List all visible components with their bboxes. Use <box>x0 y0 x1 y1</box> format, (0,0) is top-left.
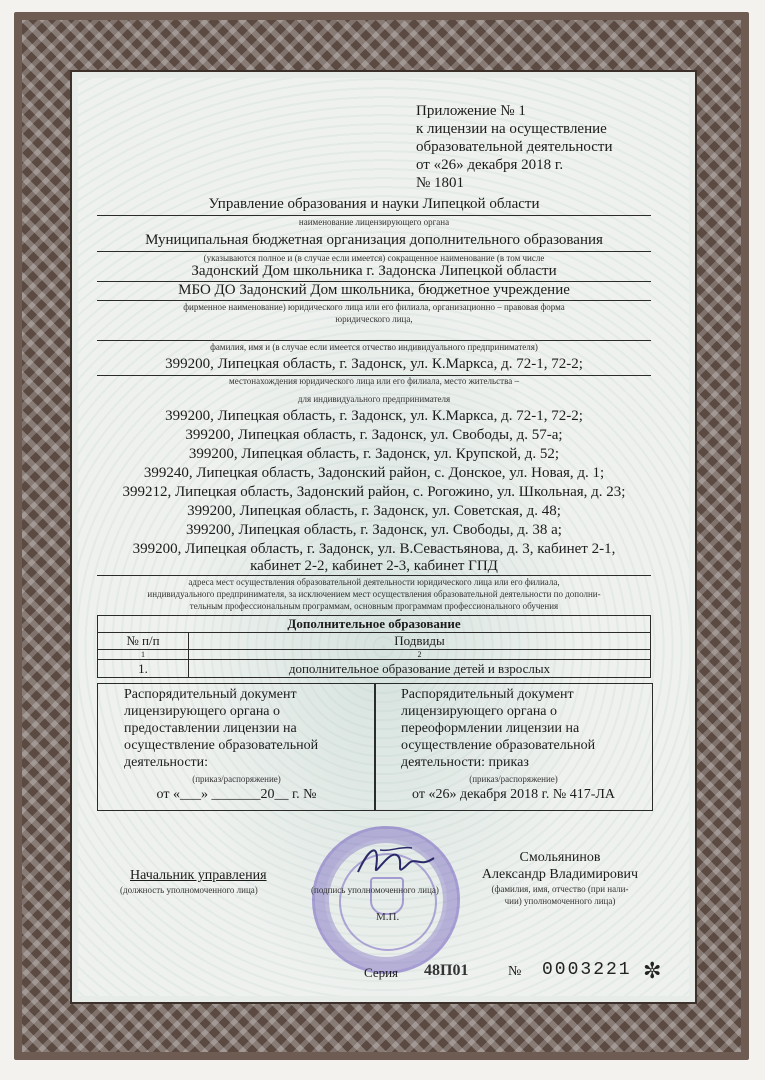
education-subtypes-table <box>97 615 651 678</box>
reissue-order-caption: (приказ/распоряжение) <box>469 774 558 784</box>
table-column-number: 2 <box>189 650 651 660</box>
signer-name-caption-2: чии) уполномоченного лица) <box>504 896 616 906</box>
series-value: 48П01 <box>424 962 469 979</box>
legal-address-caption-2: для индивидуального предпринимателя <box>297 394 451 404</box>
appendix-line-3: образовательной деятельности <box>416 139 613 155</box>
grant-order-line-1: Распорядительный документ <box>124 687 297 702</box>
activity-address: кабинет 2-2, кабинет 2-3, кабинет ГПД <box>250 558 498 574</box>
table-row <box>98 660 651 678</box>
activity-address: 399200, Липецкая область, г. Задонск, ул. Свободы, д. 57-а; <box>185 427 563 443</box>
signer-position-caption: (должность уполномоченного лица) <box>120 885 258 895</box>
asterisk-icon: ✼ <box>643 958 662 983</box>
reissue-order-line-2: лицензирующего органа о <box>401 704 558 719</box>
serial-number: 0003221 <box>542 960 632 980</box>
activity-caption-1: адреса мест осуществления образовательной деятельности юридического лица или его филиала, <box>188 577 560 587</box>
table-row <box>98 633 651 650</box>
table-header-number: № п/п <box>98 633 189 650</box>
authority-name: Управление образования и науки Липецкой области <box>208 196 540 212</box>
table-row <box>98 616 651 633</box>
appendix-line-2: к лицензии на осуществление <box>416 121 607 137</box>
reissue-order-box <box>374 683 653 811</box>
table-row <box>98 650 651 660</box>
authority-caption: наименование лицензирующего органа <box>298 217 450 227</box>
grant-order-box <box>97 683 376 811</box>
table-title: Дополнительное образование <box>98 616 651 633</box>
activity-address: 399200, Липецкая область, г. Задонск, ул. В.Севастьянова, д. 3, кабинет 2-1, <box>132 541 616 557</box>
grant-order-date: от «___» _______20__ г. № <box>156 787 317 802</box>
appendix-line-1: Приложение № 1 <box>416 103 526 119</box>
organization-caption-1: (указываются полное и (в случае если имеется) сокращенное наименование (в том числе <box>203 253 545 263</box>
grant-order-line-3: предоставлении лицензии на <box>124 721 297 736</box>
appendix-line-5: № 1801 <box>416 175 465 191</box>
activity-caption-3: тельным профессиональным программам, основным программам профессионального обучения <box>189 601 559 611</box>
stamp-place-label: М.П. <box>376 911 400 923</box>
divider <box>97 300 651 301</box>
signer-position: Начальник управления <box>130 868 267 883</box>
reissue-order-line-5: деятельности: приказ <box>401 755 529 770</box>
signer-surname: Смольянинов <box>519 850 601 865</box>
legal-address: 399200, Липецкая область, г. Задонск, ул. К.Маркса, д. 72-1, 72-2; <box>165 356 583 372</box>
reissue-order-line-1: Распорядительный документ <box>401 687 574 702</box>
organization-caption-2: фирменное наименование) юридического лица или его филиала, организационно – правовая форма <box>183 302 565 312</box>
table-header-subtypes: Подвиды <box>189 633 651 650</box>
divider <box>97 575 651 576</box>
signature-scribble <box>350 838 440 884</box>
legal-address-caption-1: местонахождения юридического лица или его филиала, место жительства – <box>229 376 519 386</box>
activity-caption-2: индивидуального предпринимателя, за исключением мест осуществления образовательной деятельности по дополни- <box>147 589 601 599</box>
reissue-order-date: от «26» декабря 2018 г. № 417-ЛА <box>412 787 615 802</box>
activity-address: 399200, Липецкая область, г. Задонск, ул. Советская, д. 48; <box>187 503 561 519</box>
organization-caption-4: фамилия, имя и (в случае если имеется отчество индивидуального предпринимателя) <box>210 342 538 352</box>
reissue-order-line-3: переоформлении лицензии на <box>401 721 580 736</box>
organization-full-name-2: Задонский Дом школьника г. Задонска Липецкой области <box>191 263 557 279</box>
table-cell-number: 1. <box>98 660 189 678</box>
grant-order-line-4: осуществление образовательной <box>124 738 319 753</box>
divider <box>97 215 651 216</box>
grant-order-line-2: лицензирующего органа о <box>124 704 281 719</box>
reissue-order-line-4: осуществление образовательной <box>401 738 596 753</box>
organization-full-name: Муниципальная бюджетная организация дополнительного образования <box>145 232 603 248</box>
organization-caption-3: юридического лица, <box>335 314 413 324</box>
grant-order-line-5: деятельности: <box>124 755 209 770</box>
series-label: Серия <box>364 965 399 980</box>
activity-address: 399200, Липецкая область, г. Задонск, ул. Крупской, д. 52; <box>188 446 560 462</box>
signer-name-caption-1: (фамилия, имя, отчество (при нали- <box>491 884 629 894</box>
organization-short-name: МБО ДО Задонский Дом школьника, бюджетное учреждение <box>178 282 570 298</box>
appendix-line-4: от «26» декабря 2018 г. <box>416 157 564 173</box>
signer-name: Александр Владимирович <box>481 867 639 882</box>
activity-address: 399240, Липецкая область, Задонский район, с. Донское, ул. Новая, д. 1; <box>143 465 605 481</box>
table-column-number: 1 <box>98 650 189 660</box>
signature-caption: (подпись уполномоченного лица) <box>311 885 439 895</box>
divider <box>97 340 651 341</box>
divider <box>97 251 651 252</box>
activity-address: 399212, Липецкая область, Задонский район, с. Рогожино, ул. Школьная, д. 23; <box>122 484 626 500</box>
table-cell-subtype: дополнительное образование детей и взрослых <box>189 660 651 678</box>
grant-order-caption: (приказ/распоряжение) <box>192 774 281 784</box>
number-label: № <box>508 964 522 979</box>
activity-address: 399200, Липецкая область, г. Задонск, ул. К.Маркса, д. 72-1, 72-2; <box>165 408 583 424</box>
activity-address: 399200, Липецкая область, г. Задонск, ул. Свободы, д. 38 а; <box>186 522 562 538</box>
